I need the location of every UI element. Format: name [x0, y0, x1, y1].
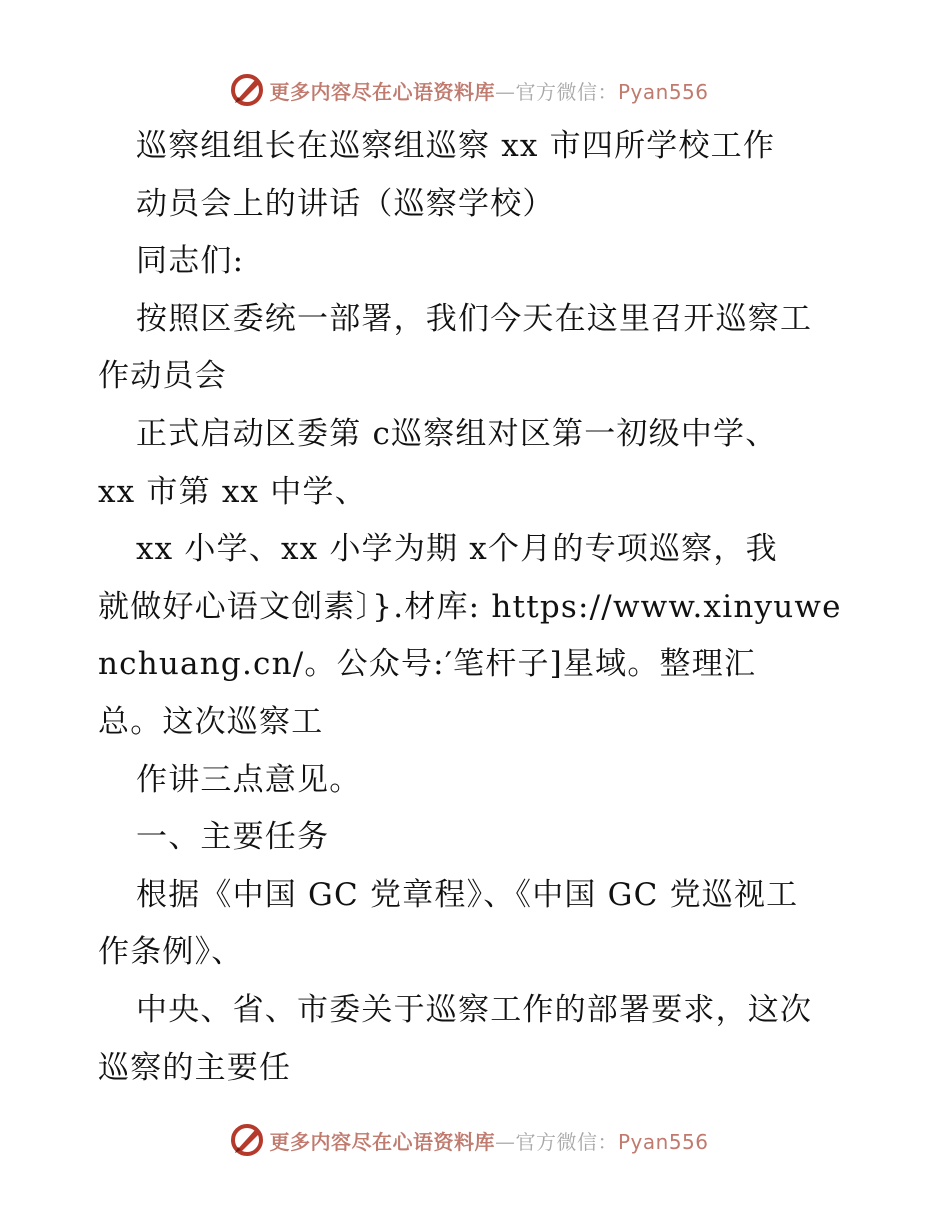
banner-dash: —	[494, 79, 516, 104]
text-line: xx 小学、xx 小学为期 x个月的专项巡察，我	[136, 531, 778, 568]
banner-text	[269, 1126, 708, 1155]
banner-official-label: 官方微信：	[515, 79, 618, 104]
header-banner	[0, 70, 950, 110]
document-body	[98, 118, 858, 1097]
text-line: 巡察的主要任	[98, 1049, 292, 1086]
text-line: 巡察组组长在巡察组巡察 xx 市四所学校工作	[136, 128, 776, 164]
banner-main-text: 更多内容尽在心语资料库	[269, 1129, 495, 1154]
text-line: 一、主要任务	[136, 819, 330, 856]
text-line: 根据《中国 GC 党章程》、《中国 GC 党巡视工	[136, 876, 799, 913]
banner-content	[229, 72, 708, 108]
text-line: 中央、省、市委关于巡察工作的部署要求，这次	[136, 991, 813, 1028]
banner-main-text: 更多内容尽在心语资料库	[269, 79, 495, 104]
banner-text	[269, 76, 708, 105]
text-line: xx 市第 xx 中学、	[98, 473, 367, 510]
text-line: 就做好心语文创素〕}.材库: https://www.xinyuwe	[98, 588, 842, 625]
text-line: 作条例》、	[98, 934, 244, 971]
text-line: 正式启动区委第 c巡察组对区第一初级中学、	[136, 415, 778, 452]
banner-wechat-id: Pyan556	[617, 1129, 709, 1154]
text-line: 动员会上的讲话（巡察学校）	[136, 185, 555, 222]
text-line: nchuang.cn/。公众号:′笔杆子]星域。整理汇	[98, 646, 757, 683]
pen-logo-icon	[229, 72, 265, 108]
text-line: 同志们:	[136, 243, 245, 280]
footer-banner	[0, 1120, 950, 1160]
text-line: 作讲三点意见。	[136, 761, 362, 798]
banner-official-label: 官方微信：	[515, 1129, 618, 1154]
pen-logo-icon	[229, 1122, 265, 1158]
banner-dash: —	[494, 1129, 516, 1154]
banner-wechat-id: Pyan556	[617, 79, 709, 104]
text-line: 总。这次巡察工	[98, 703, 324, 740]
text-line: 作动员会	[98, 358, 227, 395]
banner-content	[229, 1122, 708, 1158]
text-line: 按照区委统一部署，我们今天在这里召开巡察工	[136, 300, 813, 337]
